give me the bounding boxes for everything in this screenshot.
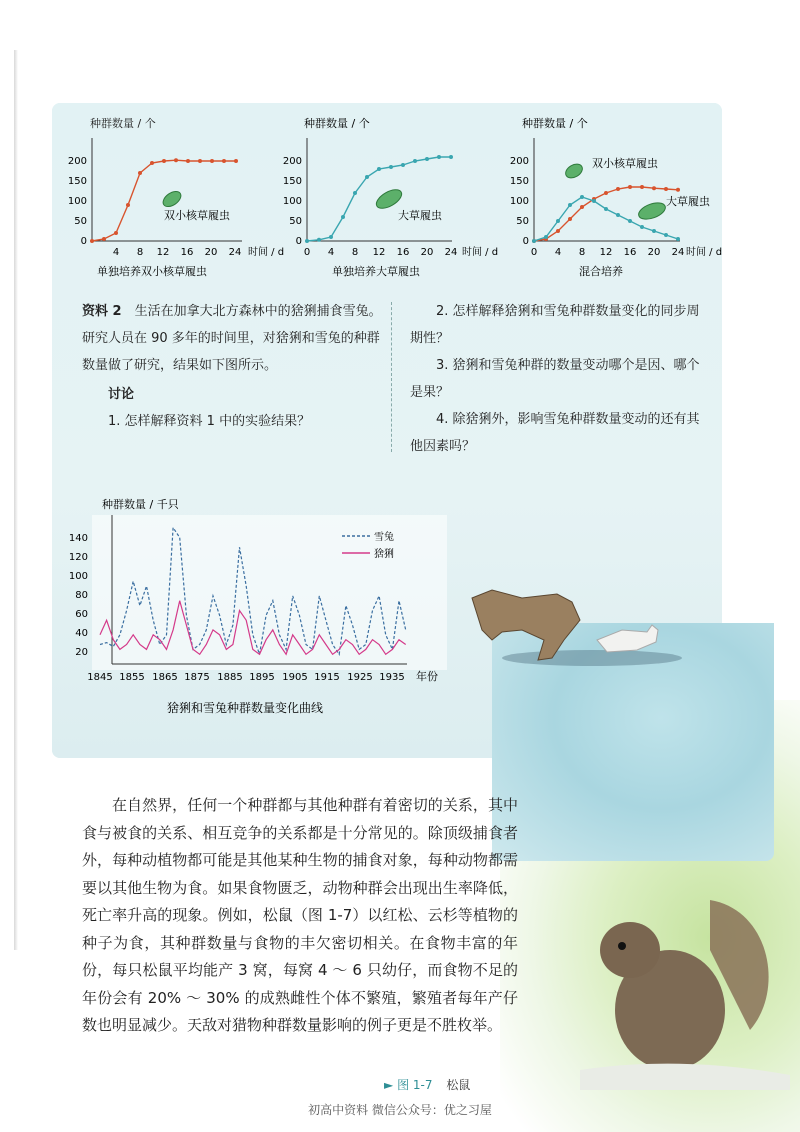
- panel2-xtick: 20: [420, 247, 434, 258]
- data-point: [628, 185, 632, 189]
- shadow: [502, 650, 682, 666]
- lynx-ytick: 100: [68, 571, 88, 582]
- panel3-ytick: 100: [509, 196, 529, 207]
- panel3-xlabel: 时间 / d: [686, 247, 722, 258]
- data-point: [174, 158, 178, 162]
- squirrel-illustration: [560, 880, 790, 1090]
- panel1-xlabel: 时间 / d: [248, 247, 285, 258]
- panel3-xtick: 12: [599, 247, 613, 258]
- body-paragraph: 在自然界，任何一个种群都与其他种群有着密切的关系，其中食与被食的关系、相互竞争的关系都是十分常见的。除顶级捕食者外，每种动植物都可能是其他某种生物的捕食对象，每种动物都需要以其他生物为食。如果食物匮乏，动物种群会出现出生率降低，死亡率升高的现象。例如，松鼠（图 1-7）以红松、云杉等植物的种子为食，其种群数量与食物的丰欠密切相关。在食物丰富的年份，每只松鼠平均能产 3 窝，每窝 4 ～ 6 只幼仔，而食物不足的年份会有 20% ～ 30% 的成熟雌性个体不繁殖，繁殖者每年产仔数也明显减少。天敌对猎物种群数量影响的例子更是不胜枚举。: [82, 796, 518, 1034]
- data-point: [102, 237, 106, 241]
- hare-icon: [597, 625, 658, 652]
- panel1-xtick: 16: [180, 247, 194, 258]
- lynx-ytick: 140: [68, 533, 88, 544]
- squirrel-head: [600, 922, 660, 978]
- panel2-xtick: 16: [396, 247, 410, 258]
- data-point: [401, 163, 405, 167]
- panel1-ytick: 0: [80, 236, 87, 247]
- data-point: [640, 225, 644, 229]
- squirrel-eye: [618, 942, 626, 950]
- panel2-xtick: 24: [444, 247, 458, 258]
- figure-title: 松鼠: [446, 1078, 471, 1092]
- lynx-xtick: 1855: [119, 672, 145, 683]
- panel3-ylabel: 种群数量 / 个: [522, 117, 588, 130]
- lynx-caption: 猞猁和雪兔种群数量变化曲线: [167, 701, 324, 715]
- panel2-ylabel: 种群数量 / 个: [304, 117, 370, 130]
- panel3-caption: 混合培养: [579, 265, 623, 278]
- data-point: [664, 233, 668, 237]
- data-point: [580, 205, 584, 209]
- material-column-right: [410, 298, 710, 460]
- data-point: [234, 159, 238, 163]
- panel1-ytick: 200: [67, 156, 87, 167]
- panel1-ytick: 150: [67, 176, 87, 187]
- data-point: [532, 239, 536, 243]
- panel3-ytick: 0: [522, 236, 529, 247]
- panel2-caption: 单独培养大草履虫: [332, 265, 420, 278]
- panel3-xtick: 16: [623, 247, 637, 258]
- data-point: [365, 175, 369, 179]
- lynx-ytick: 20: [75, 647, 88, 658]
- panel3-xtick: 4: [554, 247, 562, 258]
- data-point: [425, 157, 429, 161]
- chart-panel-1: [68, 116, 284, 278]
- data-point: [186, 159, 190, 163]
- lynx-ytick: 60: [75, 609, 88, 620]
- panel1-ylabel: 种群数量 / 个: [90, 117, 156, 130]
- data-point: [604, 207, 608, 211]
- lynx-xtick: 1935: [379, 672, 405, 683]
- data-point: [126, 203, 130, 207]
- material-body: 生活在加拿大北方森林中的猞猁捕食雪兔。研究人员在 90 多年的时间里，对猞猁和雪兔的种群数量做了研究，结果如下图所示。: [82, 304, 382, 373]
- lynx-xtick: 1845: [87, 672, 113, 683]
- data-point: [413, 159, 417, 163]
- panel1-caption: 单独培养双小核草履虫: [97, 265, 207, 278]
- panel2-xtick: 4: [327, 247, 335, 258]
- material-column-left: [82, 298, 382, 435]
- data-point: [544, 235, 548, 239]
- panel3-xtick: 20: [647, 247, 661, 258]
- panel1-xtick: 8: [136, 247, 144, 258]
- lynx-xtick: 1865: [152, 672, 178, 683]
- panel2-xlabel: 时间 / d: [462, 247, 499, 258]
- page-edge-shadow: [14, 50, 18, 950]
- data-point: [640, 185, 644, 189]
- panel3-xtick: 0: [530, 247, 538, 258]
- data-point: [664, 187, 668, 191]
- panel3-ytick: 200: [509, 156, 529, 167]
- panel2-species-label: 大草履虫: [398, 209, 442, 222]
- panel2-xtick: 12: [372, 247, 386, 258]
- data-point: [437, 155, 441, 159]
- data-point: [150, 161, 154, 165]
- lynx-xtick: 1885: [217, 672, 243, 683]
- legend-hare-label: 雪兔: [374, 532, 394, 543]
- panel1-xtick: 24: [228, 247, 242, 258]
- data-point: [353, 191, 357, 195]
- data-point: [568, 203, 572, 207]
- data-point: [138, 171, 142, 175]
- lynx-yticks: [69, 533, 88, 658]
- data-point: [162, 159, 166, 163]
- data-point: [568, 217, 572, 221]
- lynx-xtick: 1895: [249, 672, 275, 683]
- data-point: [90, 239, 94, 243]
- lynx-xtick: 1875: [184, 672, 210, 683]
- data-point: [377, 167, 381, 171]
- data-point: [222, 159, 226, 163]
- panel1-ytick: 50: [74, 216, 87, 227]
- data-point: [616, 187, 620, 191]
- figure-caption: [384, 1076, 470, 1093]
- data-point: [652, 186, 656, 190]
- data-point: [329, 235, 333, 239]
- question-1: 1. 怎样解释资料 1 中的实验结果？: [108, 414, 311, 429]
- data-point: [114, 231, 118, 235]
- legend-lynx-label: 猞猁: [374, 549, 394, 560]
- panel3-species-label-a: 双小核草履虫: [592, 157, 658, 170]
- data-point: [628, 219, 632, 223]
- lynx-hare-chart: [52, 490, 722, 758]
- panel2-ytick: 50: [289, 216, 302, 227]
- panel1-xtick: 4: [112, 247, 120, 258]
- column-divider: [391, 302, 392, 452]
- data-point: [604, 191, 608, 195]
- panel3-xtick: 24: [671, 247, 685, 258]
- lynx-ytick: 40: [75, 628, 88, 639]
- data-point: [580, 195, 584, 199]
- body-text: [82, 792, 518, 1040]
- footer-watermark: 初高中资料 微信公众号：优之习屋: [308, 1103, 492, 1117]
- data-point: [389, 165, 393, 169]
- panel1-species-label: 双小核草履虫: [164, 209, 230, 222]
- lynx-icon: [472, 590, 580, 660]
- material-title: 资料 2: [82, 304, 122, 319]
- data-point: [556, 229, 560, 233]
- data-point: [198, 159, 202, 163]
- panel2-ytick: 150: [282, 176, 302, 187]
- data-point: [556, 219, 560, 223]
- paramecium-icon: [636, 200, 667, 223]
- data-point: [305, 239, 309, 243]
- lynx-hare-illustration: [472, 590, 682, 666]
- paramecium-charts: [52, 103, 722, 293]
- panel2-ytick: 0: [295, 236, 302, 247]
- data-point: [210, 159, 214, 163]
- panel3-species-label-b: 大草履虫: [666, 195, 710, 208]
- figure-number: 图 1-7: [397, 1078, 433, 1092]
- caption-arrow-icon: ►: [384, 1078, 394, 1092]
- paramecium-icon: [563, 161, 585, 180]
- lynx-xtick: 1905: [282, 672, 308, 683]
- panel3-xtick: 8: [578, 247, 586, 258]
- data-point: [676, 188, 680, 192]
- lynx-ytick: 80: [75, 590, 88, 601]
- data-point: [676, 237, 680, 241]
- paramecium-icon: [160, 188, 183, 209]
- question-3: 3. 猞猁和雪兔种群的数量变动哪个是因、哪个是果？: [410, 358, 700, 400]
- data-point: [592, 199, 596, 203]
- lynx-ylabel: 种群数量 / 千只: [102, 498, 179, 511]
- discussion-title: 讨论: [108, 387, 135, 402]
- panel1-ytick: 100: [67, 196, 87, 207]
- chart-panel-2: [283, 116, 498, 278]
- panel2-ytick: 200: [282, 156, 302, 167]
- lynx-xtick: 1925: [347, 672, 373, 683]
- panel2-xtick: 0: [303, 247, 311, 258]
- data-point: [652, 229, 656, 233]
- data-point: [449, 155, 453, 159]
- lynx-xtick: 1915: [314, 672, 340, 683]
- panel3-ytick: 150: [509, 176, 529, 187]
- data-point: [317, 238, 321, 242]
- lynx-xlabel: 年份: [416, 670, 438, 683]
- data-point: [616, 213, 620, 217]
- panel2-ytick: 100: [282, 196, 302, 207]
- panel2-xtick: 8: [351, 247, 359, 258]
- lynx-ytick: 120: [68, 552, 88, 563]
- data-point: [341, 215, 345, 219]
- panel1-xtick: 20: [204, 247, 218, 258]
- branch: [580, 1064, 790, 1090]
- panel3-ytick: 50: [516, 216, 529, 227]
- chart-panel-3: [510, 116, 722, 278]
- panel1-xtick: 12: [156, 247, 170, 258]
- question-2: 2. 怎样解释猞猁和雪兔种群数量变化的同步周期性？: [410, 304, 700, 346]
- question-4: 4. 除猞猁外，影响雪兔种群数量变动的还有其他因素吗？: [410, 412, 700, 454]
